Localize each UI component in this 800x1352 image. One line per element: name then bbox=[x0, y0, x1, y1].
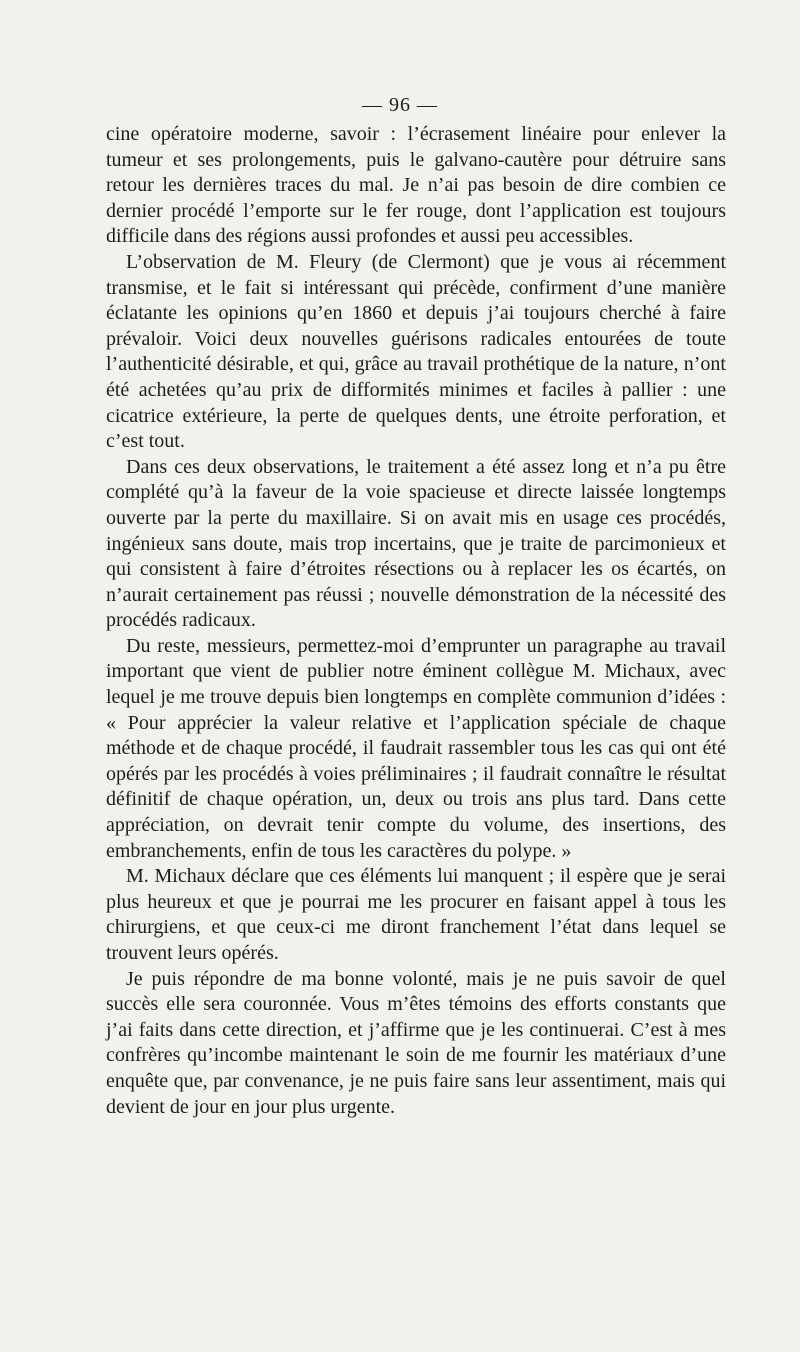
paragraph-4: Du reste, messieurs, permettez-moi d’emprunter un paragraphe au travail important que vient de publier notre éminent collègue M. Michaux, avec lequel je me trouve depuis bien longtemps en complète communion d’idées : « Pour apprécier la valeur relative et l’application spéciale de chaque méthode et de chaque procédé, il faudrait rassembler tous les cas qui ont été opérés par les procédés à voies préliminaires ; il faudrait connaître le résultat définitif de chaque opération, un, deux ou trois ans plus tard. Dans cette appréciation, on devrait tenir compte du volume, des insertions, des embranchements, enfin de tous les caractères du polype. » bbox=[106, 634, 726, 862]
paragraph-6: Je puis répondre de ma bonne volonté, mais je ne puis savoir de quel succès elle sera couronnée. Vous m’êtes témoins des efforts constants que j’ai faits dans cette direction, et j’affirme que je les continuerai. C’est à mes confrères qu’incombe maintenant le soin de me fournir les matériaux d’une enquête que, par convenance, je ne puis faire sans leur assentiment, mais qui devient de jour en jour plus urgente. bbox=[106, 967, 726, 1118]
page-number: — 96 — bbox=[362, 94, 438, 116]
paragraph-3: Dans ces deux observations, le traitement a été assez long et n’a pu être complété qu’à la faveur de la voie spacieuse et directe laissée longtemps ouverte par la perte du maxillaire. Si on avait mis en usage ces procédés, ingénieux sans doute, mais trop incertains, que je traite de parcimonieux et qui consistent à faire d’étroites résections ou à replacer les os écartés, on n’aurait certainement pas réussi ; nouvelle démonstration de la nécessité des procédés radicaux. bbox=[106, 455, 726, 632]
body-text bbox=[106, 122, 726, 1120]
paragraph-5: M. Michaux déclare que ces éléments lui manquent ; il espère que je serai plus heureux et que je pourrai me les procurer en faisant appel à tous les chirurgiens, et que ceux-ci me diront franchement l’état dans lequel se trouvent leurs opérés. bbox=[106, 865, 726, 964]
paragraph-1: cine opératoire moderne, savoir : l’écrasement linéaire pour enlever la tumeur et ses prolongements, puis le galvano-cautère pour détruire sans retour les dernières traces du mal. Je n’ai pas besoin de dire combien ce dernier procédé l’emporte sur le fer rouge, dont l’application est toujours difficile dans des régions aussi profondes et aussi peu accessibles. bbox=[106, 123, 726, 248]
paragraph-2: L’observation de M. Fleury (de Clermont) que je vous ai récemment transmise, et le fait si intéressant qui précède, confirment d’une manière éclatante les opinions qu’en 1860 et depuis j’ai toujours cherché à faire prévaloir. Voici deux nouvelles guérisons radicales entourées de toute l’authenticité désirable, et qui, grâce au travail prothétique de la nature, n’ont été achetées qu’au prix de difformités minimes et faciles à pallier : une cicatrice extérieure, la perte de quelques dents, une étroite perforation, et c’est tout. bbox=[106, 250, 726, 453]
